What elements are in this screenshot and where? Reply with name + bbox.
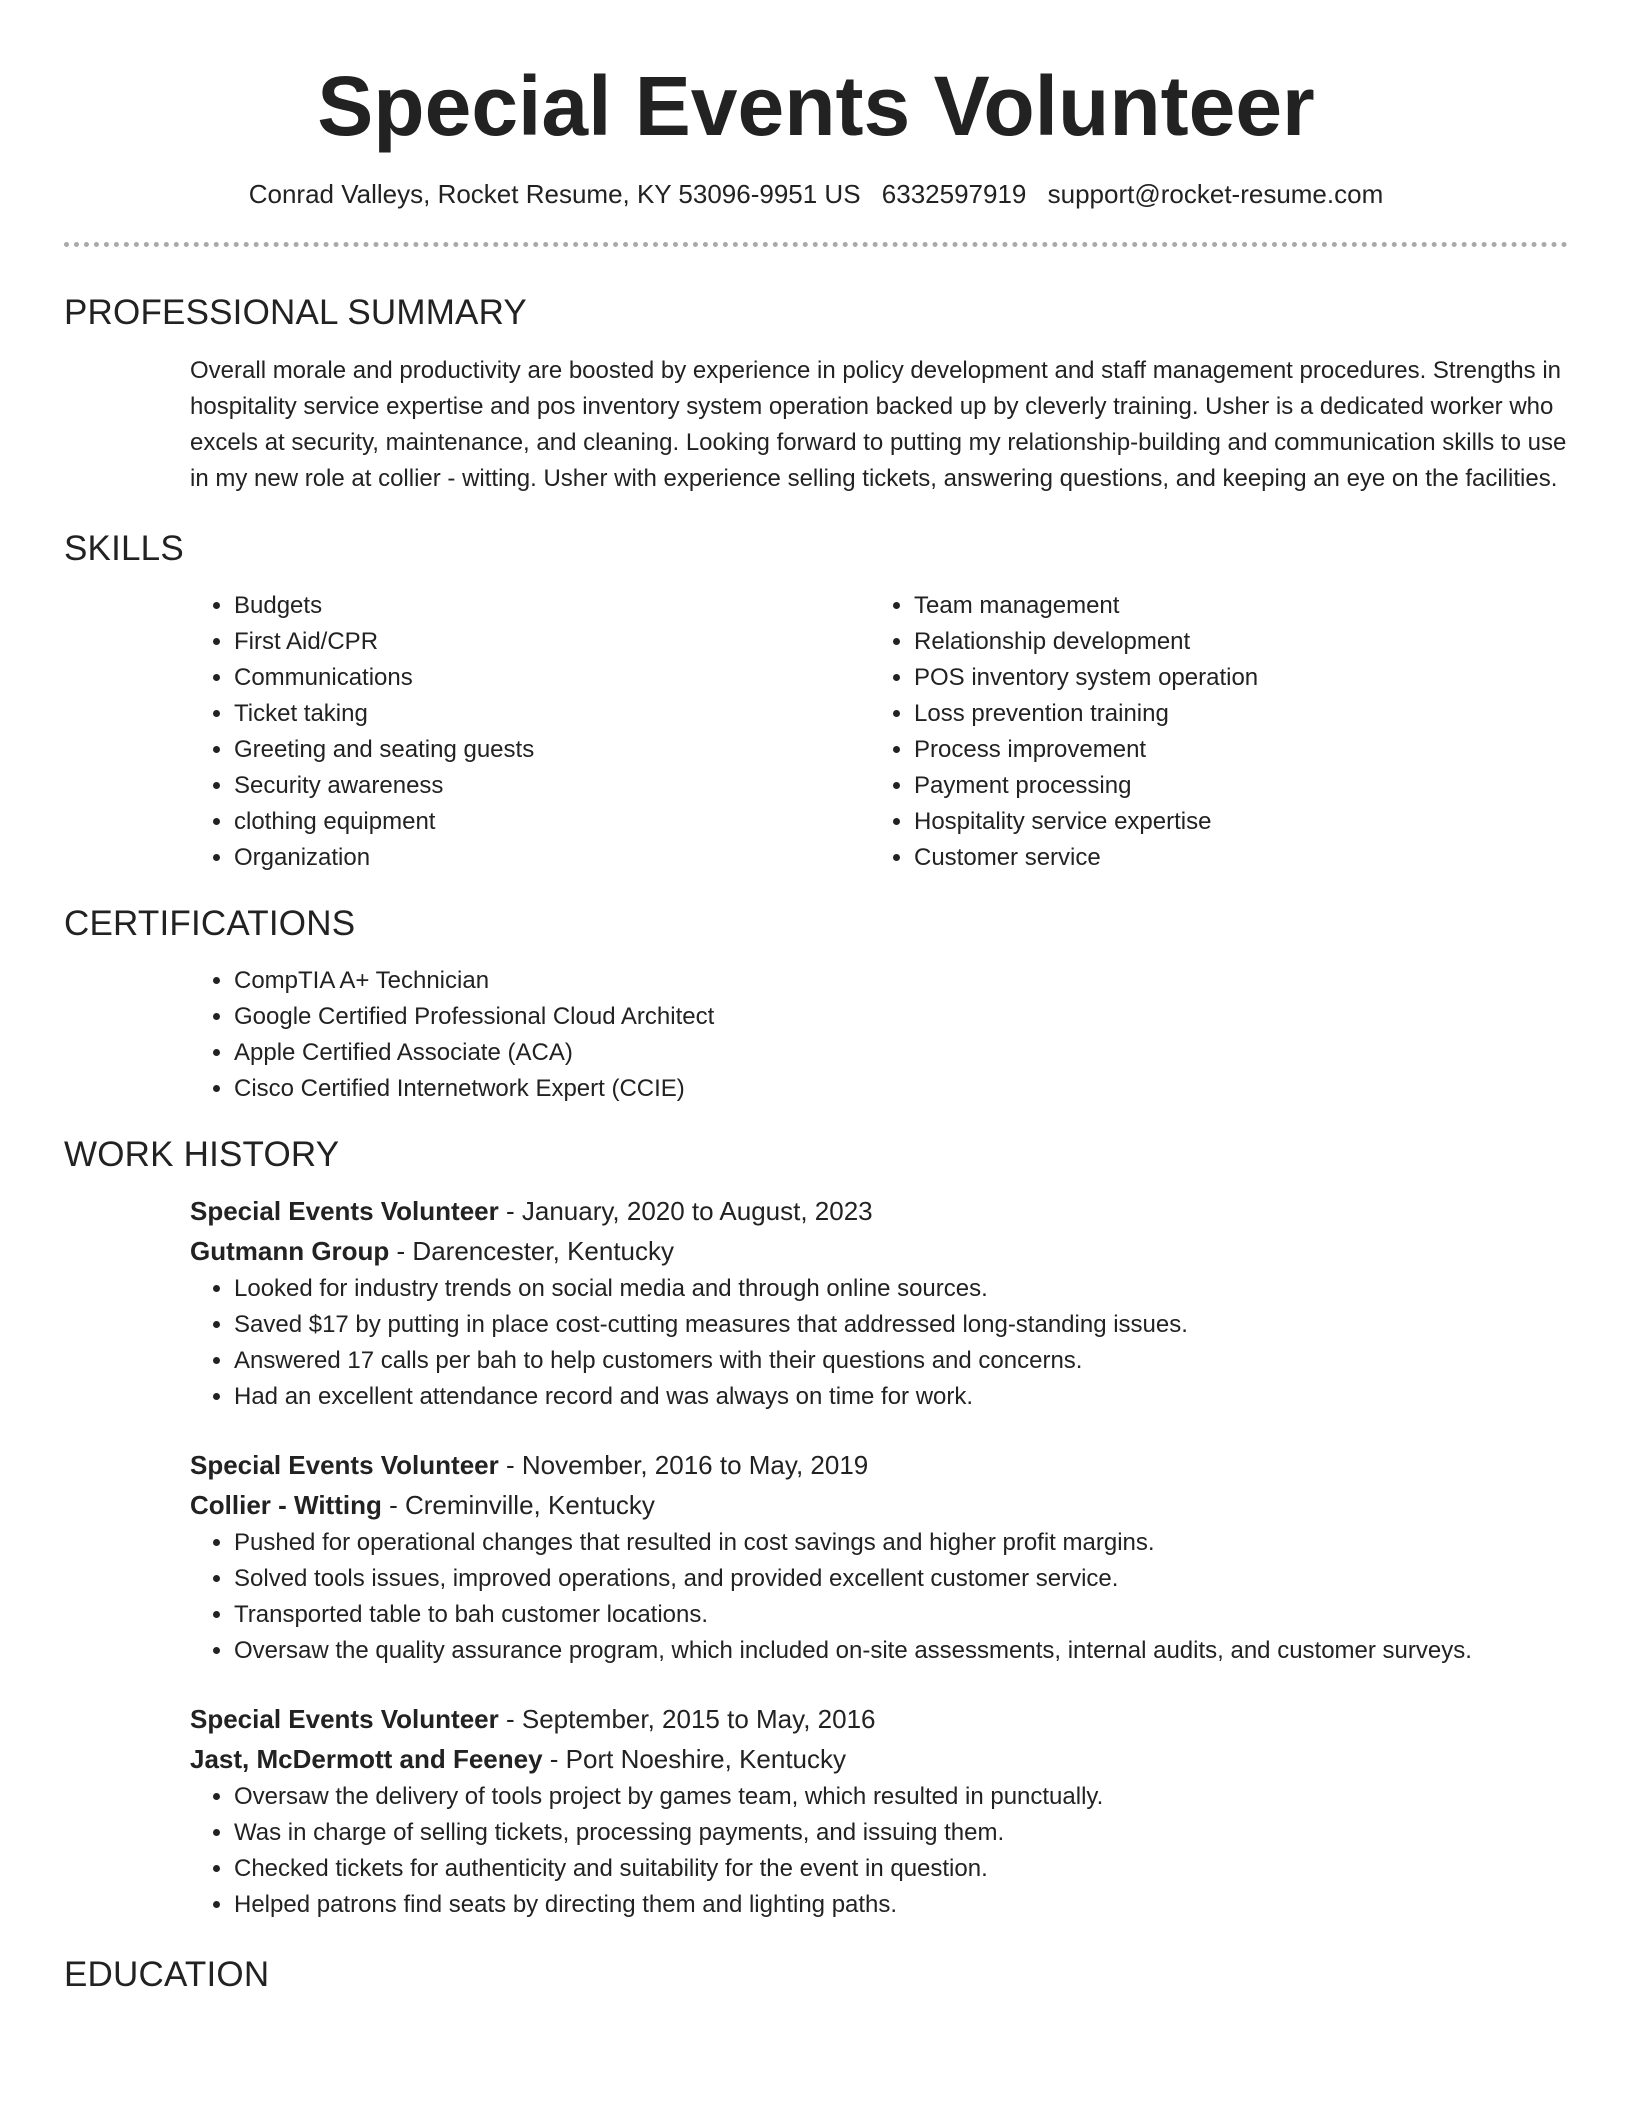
list-item: • Looked for industry trends on social media and through online sources. xyxy=(234,1271,1568,1307)
job-dates: - November, 2016 to May, 2019 xyxy=(498,1450,869,1480)
contact-email: support@rocket-resume.com xyxy=(1047,179,1384,209)
list-item: • Budgets xyxy=(234,588,870,624)
list-item: • Apple Certified Associate (ACA) xyxy=(234,1035,1568,1071)
list-item: • Process improvement xyxy=(914,732,1550,768)
job-location: - Darencester, Kentucky xyxy=(389,1236,675,1266)
job-entry xyxy=(190,1191,1568,1415)
header-divider xyxy=(64,242,1568,247)
resume-name: Special Events Volunteer xyxy=(317,59,1315,153)
contact-line xyxy=(64,178,1568,210)
list-item: • Loss prevention training xyxy=(914,696,1550,732)
summary-title: PROFESSIONAL SUMMARY xyxy=(64,293,527,332)
job-role: Special Events Volunteer xyxy=(190,1704,499,1734)
list-item: • Had an excellent attendance record and was always on time for work. xyxy=(234,1379,1568,1415)
certifications-list xyxy=(190,963,1568,1107)
list-item: • Communications xyxy=(234,660,870,696)
list-item: • Ticket taking xyxy=(234,696,870,732)
list-item: • First Aid/CPR xyxy=(234,624,870,660)
list-item: • Payment processing xyxy=(914,768,1550,804)
job-role: Special Events Volunteer xyxy=(190,1196,499,1226)
contact-phone: 6332597919 xyxy=(881,179,1027,209)
list-item: • Greeting and seating guests xyxy=(234,732,870,768)
job-company: Jast, McDermott and Feeney xyxy=(190,1744,543,1774)
summary-section xyxy=(64,291,1568,497)
job-location: - Port Noeshire, Kentucky xyxy=(542,1744,847,1774)
skills-title: SKILLS xyxy=(64,529,184,568)
job-dates: - January, 2020 to August, 2023 xyxy=(498,1196,873,1226)
job-company: Collier - Witting xyxy=(190,1490,382,1520)
certifications-section xyxy=(64,902,1568,1107)
list-item: • Pushed for operational changes that resulted in cost savings and higher profit margins. xyxy=(234,1525,1568,1561)
skills-list-right xyxy=(870,588,1550,876)
list-item: • Checked tickets for authenticity and suitability for the event in question. xyxy=(234,1851,1568,1887)
job-location: - Creminville, Kentucky xyxy=(381,1490,655,1520)
job-duties-list xyxy=(190,1271,1568,1415)
job-title-line xyxy=(190,1445,1568,1485)
list-item: • Hospitality service expertise xyxy=(914,804,1550,840)
job-title-line xyxy=(190,1191,1568,1231)
education-title: EDUCATION xyxy=(64,1955,270,1994)
job-duties-list xyxy=(190,1779,1568,1923)
education-section xyxy=(64,1953,1568,1997)
job-company: Gutmann Group xyxy=(190,1236,390,1266)
list-item: • Security awareness xyxy=(234,768,870,804)
work-history-section xyxy=(64,1133,1568,1923)
job-dates: - September, 2015 to May, 2016 xyxy=(498,1704,876,1734)
list-item: • Team management xyxy=(914,588,1550,624)
job-title-line xyxy=(190,1699,1568,1739)
list-item: • Cisco Certified Internetwork Expert (CCIE) xyxy=(234,1071,1568,1107)
list-item: • Answered 17 calls per bah to help customers with their questions and concerns. xyxy=(234,1343,1568,1379)
list-item: • Customer service xyxy=(914,840,1550,876)
list-item: • Google Certified Professional Cloud Architect xyxy=(234,999,1568,1035)
skills-list-left xyxy=(190,588,870,876)
job-entry xyxy=(190,1699,1568,1923)
list-item: • Saved $17 by putting in place cost-cutting measures that addressed long-standing issues. xyxy=(234,1307,1568,1343)
work-history-title: WORK HISTORY xyxy=(64,1135,340,1174)
summary-text: Overall morale and productivity are boosted by experience in policy development and staff management procedures. Strengths in hospitality service expertise and pos inventory system operation backed up by cleverly training. Usher is a dedicated worker who excels at security, maintenance, and cleaning. Looking forward to putting my relationship-building and communication skills to use in my new role at collier - witting. Usher with experience selling tickets, answering questions, and keeping an eye on the facilities. xyxy=(190,357,1567,492)
list-item: • Organization xyxy=(234,840,870,876)
job-entry xyxy=(190,1445,1568,1669)
list-item: • POS inventory system operation xyxy=(914,660,1550,696)
job-company-line xyxy=(190,1231,1568,1271)
list-item: • Helped patrons find seats by directing them and lighting paths. xyxy=(234,1887,1568,1923)
skills-grid xyxy=(190,588,1568,876)
list-item: • Transported table to bah customer locations. xyxy=(234,1597,1568,1633)
list-item: • Oversaw the delivery of tools project by games team, which resulted in punctually. xyxy=(234,1779,1568,1815)
list-item: • clothing equipment xyxy=(234,804,870,840)
job-duties-list xyxy=(190,1525,1568,1669)
job-company-line xyxy=(190,1485,1568,1525)
list-item: • Oversaw the quality assurance program, which included on-site assessments, internal audits, and customer surveys. xyxy=(234,1633,1568,1669)
list-item: • Solved tools issues, improved operations, and provided excellent customer service. xyxy=(234,1561,1568,1597)
list-item: • Relationship development xyxy=(914,624,1550,660)
job-role: Special Events Volunteer xyxy=(190,1450,499,1480)
certifications-title: CERTIFICATIONS xyxy=(64,904,356,943)
list-item: • Was in charge of selling tickets, processing payments, and issuing them. xyxy=(234,1815,1568,1851)
contact-address: Conrad Valleys, Rocket Resume, KY 53096-9951 US xyxy=(248,179,861,209)
list-item: • CompTIA A+ Technician xyxy=(234,963,1568,999)
job-company-line xyxy=(190,1739,1568,1779)
skills-section xyxy=(64,527,1568,876)
